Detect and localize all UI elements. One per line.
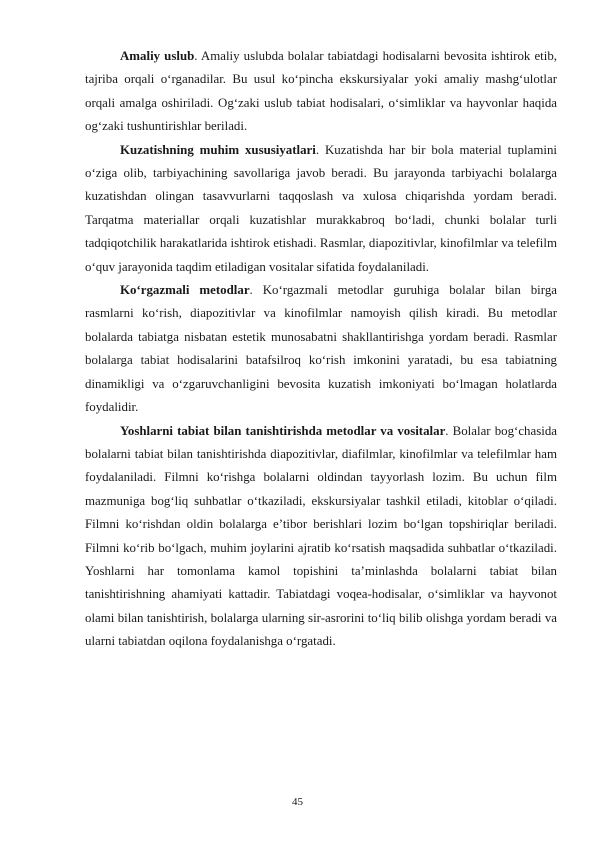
paragraph-korgazmali [85, 279, 557, 419]
paragraph-kuzatish [85, 139, 557, 279]
page-body [85, 45, 557, 654]
paragraph-heading: Amaliy uslub [120, 49, 195, 63]
paragraph-text: . Amaliy uslubda bolalar tabiatdagi hodisalarni bevosita ishtirok etib, tajriba orqali o‘rganadilar. Bu usul ko‘pincha ekskursiyalar yoki amaliy mashg‘ulotlar orqali amalga oshiriladi. Og‘zaki uslub tabiat hodisalari, o‘simliklar va hayvonlar haqida og‘zaki tushuntirishlar beriladi. [85, 49, 557, 134]
paragraph-amaliy-uslub [85, 45, 557, 139]
paragraph-heading: Kuzatishning muhim xususiyatlari [120, 142, 316, 157]
paragraph-text: . Kuzatishda har bir bola material tuplamini o‘ziga olib, tarbiyachining savollariga javob beradi. Bu jarayonda tarbiyachi bolalarga kuzatishdan olingan tasavvurlarni taqqoslash va xulosa chiqarishda yordam beradi. Tarqatma materiallar orqali kuzatishlar murakkabroq bo‘ladi, chunki bolalar turli tadqiqotchilik harakatlarida ishtirok etishadi. Rasmlar, diapozitivlar, kinofilmlar va telefilm o‘quv jarayonida taqdim etiladigan vositalar sifatida foydalaniladi. [85, 142, 557, 274]
page-number: 45 [292, 796, 303, 808]
paragraph-heading: Yoshlarni tabiat bilan tanishtirishda metodlar va vositalar [120, 423, 446, 438]
paragraph-text: . Ko‘rgazmali metodlar guruhiga bolalar bilan birga rasmlarni ko‘rish, diapozitivlar va kinofilmlar namoyish qilish kiradi. Bu metodlar bolalarda tabiatga nisbatan estetik munosabatni shakllantirishga yordam beradi. Rasmlar bolalarga tabiat hodisalarini batafsilroq ko‘rish imkonini yaratadi, bu esa tabiatning dinamikligi va o‘zgaruvchanligini bevosita kuzatish imkoniyati bo‘lmagan holatlarda foydalidir. [85, 283, 557, 415]
paragraph-text: . Bolalar bog‘chasida bolalarni tabiat bilan tanishtirishda diapozitivlar, diafilmlar, kinofilmlar va telefilmlar ham foydalaniladi. Filmni ko‘rishga bolalarni oldindan tayyorlash lozim. Bu uchun film mazmuniga bog‘liq suhbatlar o‘tkaziladi, ekskursiyalar tashkil etiladi, kitoblar o‘qiladi. Filmni ko‘rishdan oldin bolalarga e’tibor berishlari lozim bo‘lgan topshiriqlar beriladi. Filmni ko‘rib bo‘lgach, muhim joylarini ajratib ko‘rsatish maqsadida suhbatlar o‘tkaziladi. Yoshlarni har tomonlama kamol topishini ta’minlashda bolalarni tabiat bilan tanishtirishning ahamiyati kattadir. Tabiatdagi voqea-hodisalar, o‘simliklar va hayvonot olami bilan tanishtirish, bolalarga ularning sir-asrorini to‘liq bilib olishga yordam beradi va ularni tabiatdan oqilona foydalanishga o‘rgatadi. [85, 423, 557, 649]
paragraph-yoshlarni [85, 420, 557, 654]
paragraph-heading: Ko‘rgazmali metodlar [120, 283, 250, 298]
